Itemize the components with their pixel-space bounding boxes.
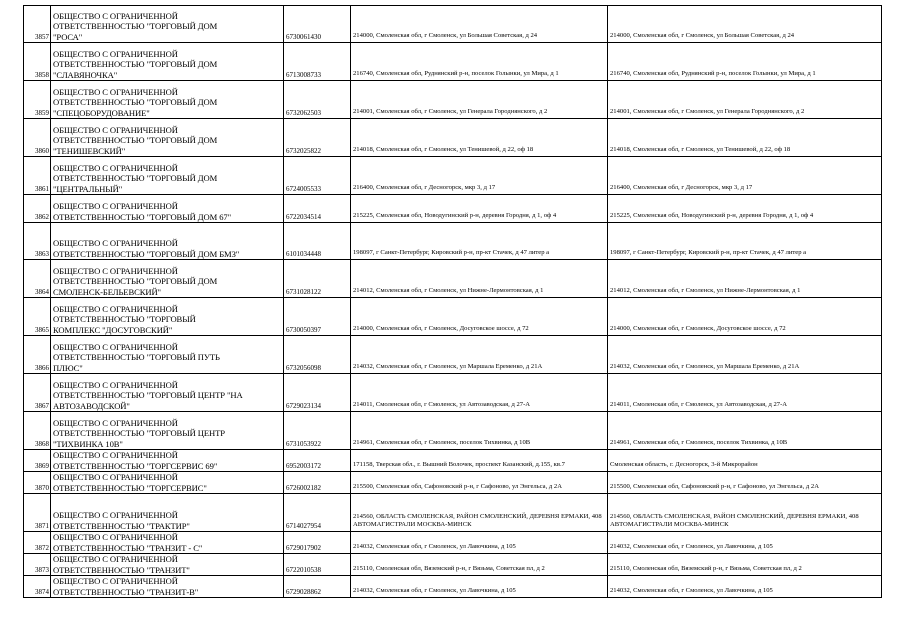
- table-row: [24, 494, 882, 532]
- row-number-cell: 3863: [24, 223, 51, 260]
- organization-name-cell: ОБЩЕСТВО С ОГРАНИЧЕННОЙ ОТВЕТСТВЕННОСТЬЮ "ТОРГОВЫЙ ДОМ "СЛАВЯНОЧКА": [51, 43, 284, 81]
- inn-number-cell: 6731028122: [284, 260, 351, 298]
- legal-address-cell: 214032, Смоленская обл, г Смоленск, ул Лавочкина, д 105: [351, 532, 608, 554]
- actual-address-cell: 215500, Смоленская обл, Сафоновский р-н, г Сафоново, ул Энгельса, д 2А: [608, 472, 882, 494]
- actual-address-cell: 198097, г Санкт-Петербург, Кировский р-н, пр-кт Стачек, д 47 литер а: [608, 223, 882, 260]
- inn-number-cell: 6729017902: [284, 532, 351, 554]
- legal-address-cell: 214961, Смоленская обл, г Смоленск, поселок Тихвинка, д 10В: [351, 412, 608, 450]
- legal-address-cell: 214011, Смоленская обл, г Смоленск, ул Автозаводская, д 27-А: [351, 374, 608, 412]
- actual-address-cell: 215225, Смоленская обл, Новодугинский р-н, деревня Городня, д 1, оф 4: [608, 195, 882, 223]
- table-row: [24, 43, 882, 81]
- legal-address-cell: 214012, Смоленская обл, г Смоленск, ул Нижне-Лермонтовская, д 1: [351, 260, 608, 298]
- row-number-cell: 3869: [24, 450, 51, 472]
- table-row: [24, 554, 882, 576]
- table-row: [24, 576, 882, 598]
- table-row: [24, 298, 882, 336]
- legal-address-cell: 214560, ОБЛАСТЬ СМОЛЕНСКАЯ, РАЙОН СМОЛЕНСКИЙ, ДЕРЕВНЯ ЕРМАКИ, 408 АВТОМАГИСТРАЛИ МОСКВА-МИНСК: [351, 494, 608, 532]
- actual-address-cell: 214961, Смоленская обл, г Смоленск, поселок Тихвинка, д 10В: [608, 412, 882, 450]
- actual-address-cell: 214001, Смоленская обл, г Смоленск, ул Генерала Городнянского, д 2: [608, 81, 882, 119]
- table-row: [24, 412, 882, 450]
- legal-address-cell: 216400, Смоленская обл, г Десногорск, мкр 3, д 17: [351, 157, 608, 195]
- actual-address-cell: 215110, Смоленская обл, Вяземский р-н, г Вязьма, Советская пл, д 2: [608, 554, 882, 576]
- organization-name-cell: ОБЩЕСТВО С ОГРАНИЧЕННОЙ ОТВЕТСТВЕННОСТЬЮ "ТОРГОВЫЙ ДОМ БМЗ": [51, 223, 284, 260]
- row-number-cell: 3872: [24, 532, 51, 554]
- organization-name-cell: ОБЩЕСТВО С ОГРАНИЧЕННОЙ ОТВЕТСТВЕННОСТЬЮ "ТОРГОВЫЙ ДОМ "ТЕНИШЕВСКИЙ": [51, 119, 284, 157]
- actual-address-cell: 214000, Смоленская обл, г Смоленск, ул Большая Советская, д 24: [608, 6, 882, 43]
- legal-address-cell: 214000, Смоленская обл, г Смоленск, Досуговское шоссе, д 72: [351, 298, 608, 336]
- actual-address-cell: 214011, Смоленская обл, г Смоленск, ул Автозаводская, д 27-А: [608, 374, 882, 412]
- actual-address-cell: 214012, Смоленская обл, г Смоленск, ул Нижне-Лермонтовская, д 1: [608, 260, 882, 298]
- row-number-cell: 3871: [24, 494, 51, 532]
- organization-name-cell: ОБЩЕСТВО С ОГРАНИЧЕННОЙ ОТВЕТСТВЕННОСТЬЮ "ТРАНЗИТ - С": [51, 532, 284, 554]
- table-row: [24, 374, 882, 412]
- legal-address-cell: 214032, Смоленская обл, г Смоленск, ул Маршала Еременко, д 21А: [351, 336, 608, 374]
- inn-number-cell: 6713008733: [284, 43, 351, 81]
- row-number-cell: 3874: [24, 576, 51, 598]
- table-row: [24, 119, 882, 157]
- row-number-cell: 3862: [24, 195, 51, 223]
- table-row: [24, 336, 882, 374]
- organization-name-cell: ОБЩЕСТВО С ОГРАНИЧЕННОЙ ОТВЕТСТВЕННОСТЬЮ "ТОРГСЕРВИС 69": [51, 450, 284, 472]
- legal-address-cell: 214018, Смоленская обл, г Смоленск, ул Тенишевой, д 22, оф 18: [351, 119, 608, 157]
- inn-number-cell: 6714027954: [284, 494, 351, 532]
- organization-name-cell: ОБЩЕСТВО С ОГРАНИЧЕННОЙ ОТВЕТСТВЕННОСТЬЮ "ТОРГОВЫЙ ДОМ "ЦЕНТРАЛЬНЫЙ": [51, 157, 284, 195]
- organization-name-cell: ОБЩЕСТВО С ОГРАНИЧЕННОЙ ОТВЕТСТВЕННОСТЬЮ "ТОРГОВЫЙ ДОМ "СПЕЦОБОРУДОВАНИЕ": [51, 81, 284, 119]
- row-number-cell: 3867: [24, 374, 51, 412]
- inn-number-cell: 6730050397: [284, 298, 351, 336]
- row-number-cell: 3865: [24, 298, 51, 336]
- row-number-cell: 3870: [24, 472, 51, 494]
- inn-number-cell: 6729023134: [284, 374, 351, 412]
- row-number-cell: 3857: [24, 6, 51, 43]
- legal-address-cell: 214032, Смоленская обл, г Смоленск, ул Лавочкина, д 105: [351, 576, 608, 598]
- organization-name-cell: ОБЩЕСТВО С ОГРАНИЧЕННОЙ ОТВЕТСТВЕННОСТЬЮ "ТРАНЗИТ-В": [51, 576, 284, 598]
- table-body: [24, 6, 882, 598]
- row-number-cell: 3873: [24, 554, 51, 576]
- inn-number-cell: 6732056098: [284, 336, 351, 374]
- row-number-cell: 3859: [24, 81, 51, 119]
- actual-address-cell: 214000, Смоленская обл, г Смоленск, Досуговское шоссе, д 72: [608, 298, 882, 336]
- row-number-cell: 3866: [24, 336, 51, 374]
- inn-number-cell: 6730061430: [284, 6, 351, 43]
- row-number-cell: 3858: [24, 43, 51, 81]
- row-number-cell: 3860: [24, 119, 51, 157]
- actual-address-cell: 214018, Смоленская обл, г Смоленск, ул Тенишевой, д 22, оф 18: [608, 119, 882, 157]
- inn-number-cell: 6732062503: [284, 81, 351, 119]
- table-row: [24, 260, 882, 298]
- legal-address-cell: 215110, Смоленская обл, Вяземский р-н, г Вязьма, Советская пл, д 2: [351, 554, 608, 576]
- actual-address-cell: Смоленская область, г. Десногорск, 3-й Микрорайон: [608, 450, 882, 472]
- row-number-cell: 3868: [24, 412, 51, 450]
- inn-number-cell: 6101034448: [284, 223, 351, 260]
- row-number-cell: 3864: [24, 260, 51, 298]
- organization-name-cell: ОБЩЕСТВО С ОГРАНИЧЕННОЙ ОТВЕТСТВЕННОСТЬЮ "ТОРГОВЫЙ ДОМ СМОЛЕНСК-БЕЛЬЕВСКИЙ": [51, 260, 284, 298]
- organization-name-cell: ОБЩЕСТВО С ОГРАНИЧЕННОЙ ОТВЕТСТВЕННОСТЬЮ "ТОРГОВЫЙ ЦЕНТР "НА АВТОЗАВОДСКОЙ": [51, 374, 284, 412]
- legal-address-cell: 171158, Тверская обл., г. Вышний Волочек, проспект Казанский, д.155, кв.7: [351, 450, 608, 472]
- inn-number-cell: 6952003172: [284, 450, 351, 472]
- inn-number-cell: 6732025822: [284, 119, 351, 157]
- legal-address-cell: 215500, Смоленская обл, Сафоновский р-н, г Сафоново, ул Энгельса, д 2А: [351, 472, 608, 494]
- actual-address-cell: 214560, ОБЛАСТЬ СМОЛЕНСКАЯ, РАЙОН СМОЛЕНСКИЙ, ДЕРЕВНЯ ЕРМАКИ, 408 АВТОМАГИСТРАЛИ МОСКВА-МИНСК: [608, 494, 882, 532]
- organization-name-cell: ОБЩЕСТВО С ОГРАНИЧЕННОЙ ОТВЕТСТВЕННОСТЬЮ "ТОРГСЕРВИС": [51, 472, 284, 494]
- actual-address-cell: 214032, Смоленская обл, г Смоленск, ул Лавочкина, д 105: [608, 576, 882, 598]
- table-row: [24, 81, 882, 119]
- legal-address-cell: 198097, г Санкт-Петербург, Кировский р-н, пр-кт Стачек, д 47 литер а: [351, 223, 608, 260]
- organization-name-cell: ОБЩЕСТВО С ОГРАНИЧЕННОЙ ОТВЕТСТВЕННОСТЬЮ "ТОРГОВЫЙ ДОМ 67": [51, 195, 284, 223]
- row-number-cell: 3861: [24, 157, 51, 195]
- organization-name-cell: ОБЩЕСТВО С ОГРАНИЧЕННОЙ ОТВЕТСТВЕННОСТЬЮ "ТОРГОВЫЙ ДОМ "РОСА": [51, 6, 284, 43]
- legal-address-cell: 214001, Смоленская обл, г Смоленск, ул Генерала Городнянского, д 2: [351, 81, 608, 119]
- organization-name-cell: ОБЩЕСТВО С ОГРАНИЧЕННОЙ ОТВЕТСТВЕННОСТЬЮ "ТРАНЗИТ": [51, 554, 284, 576]
- table-row: [24, 195, 882, 223]
- table-row: [24, 223, 882, 260]
- actual-address-cell: 214032, Смоленская обл, г Смоленск, ул Маршала Еременко, д 21А: [608, 336, 882, 374]
- actual-address-cell: 216740, Смоленская обл, Руднянский р-н, поселок Голынки, ул Мира, д 1: [608, 43, 882, 81]
- table-row: [24, 157, 882, 195]
- organization-name-cell: ОБЩЕСТВО С ОГРАНИЧЕННОЙ ОТВЕТСТВЕННОСТЬЮ "ТРАКТИР": [51, 494, 284, 532]
- legal-address-cell: 216740, Смоленская обл, Руднянский р-н, поселок Голынки, ул Мира, д 1: [351, 43, 608, 81]
- inn-number-cell: 6722034514: [284, 195, 351, 223]
- legal-address-cell: 214000, Смоленская обл, г Смоленск, ул Большая Советская, д 24: [351, 6, 608, 43]
- organizations-table: [23, 5, 882, 598]
- inn-number-cell: 6726002182: [284, 472, 351, 494]
- inn-number-cell: 6729028862: [284, 576, 351, 598]
- table-row: [24, 450, 882, 472]
- legal-address-cell: 215225, Смоленская обл, Новодугинский р-н, деревня Городня, д 1, оф 4: [351, 195, 608, 223]
- organization-name-cell: ОБЩЕСТВО С ОГРАНИЧЕННОЙ ОТВЕТСТВЕННОСТЬЮ "ТОРГОВЫЙ КОМПЛЕКС "ДОСУГОВСКИЙ": [51, 298, 284, 336]
- actual-address-cell: 216400, Смоленская обл, г Десногорск, мкр 3, д 17: [608, 157, 882, 195]
- actual-address-cell: 214032, Смоленская обл, г Смоленск, ул Лавочкина, д 105: [608, 532, 882, 554]
- table-row: [24, 6, 882, 43]
- inn-number-cell: 6724005533: [284, 157, 351, 195]
- inn-number-cell: 6731053922: [284, 412, 351, 450]
- organization-name-cell: ОБЩЕСТВО С ОГРАНИЧЕННОЙ ОТВЕТСТВЕННОСТЬЮ "ТОРГОВЫЙ ЦЕНТР "ТИХВИНКА 10В": [51, 412, 284, 450]
- table-row: [24, 472, 882, 494]
- registry-sheet: [23, 5, 881, 598]
- organization-name-cell: ОБЩЕСТВО С ОГРАНИЧЕННОЙ ОТВЕТСТВЕННОСТЬЮ "ТОРГОВЫЙ ПУТЬ ПЛЮС": [51, 336, 284, 374]
- inn-number-cell: 6722010538: [284, 554, 351, 576]
- table-row: [24, 532, 882, 554]
